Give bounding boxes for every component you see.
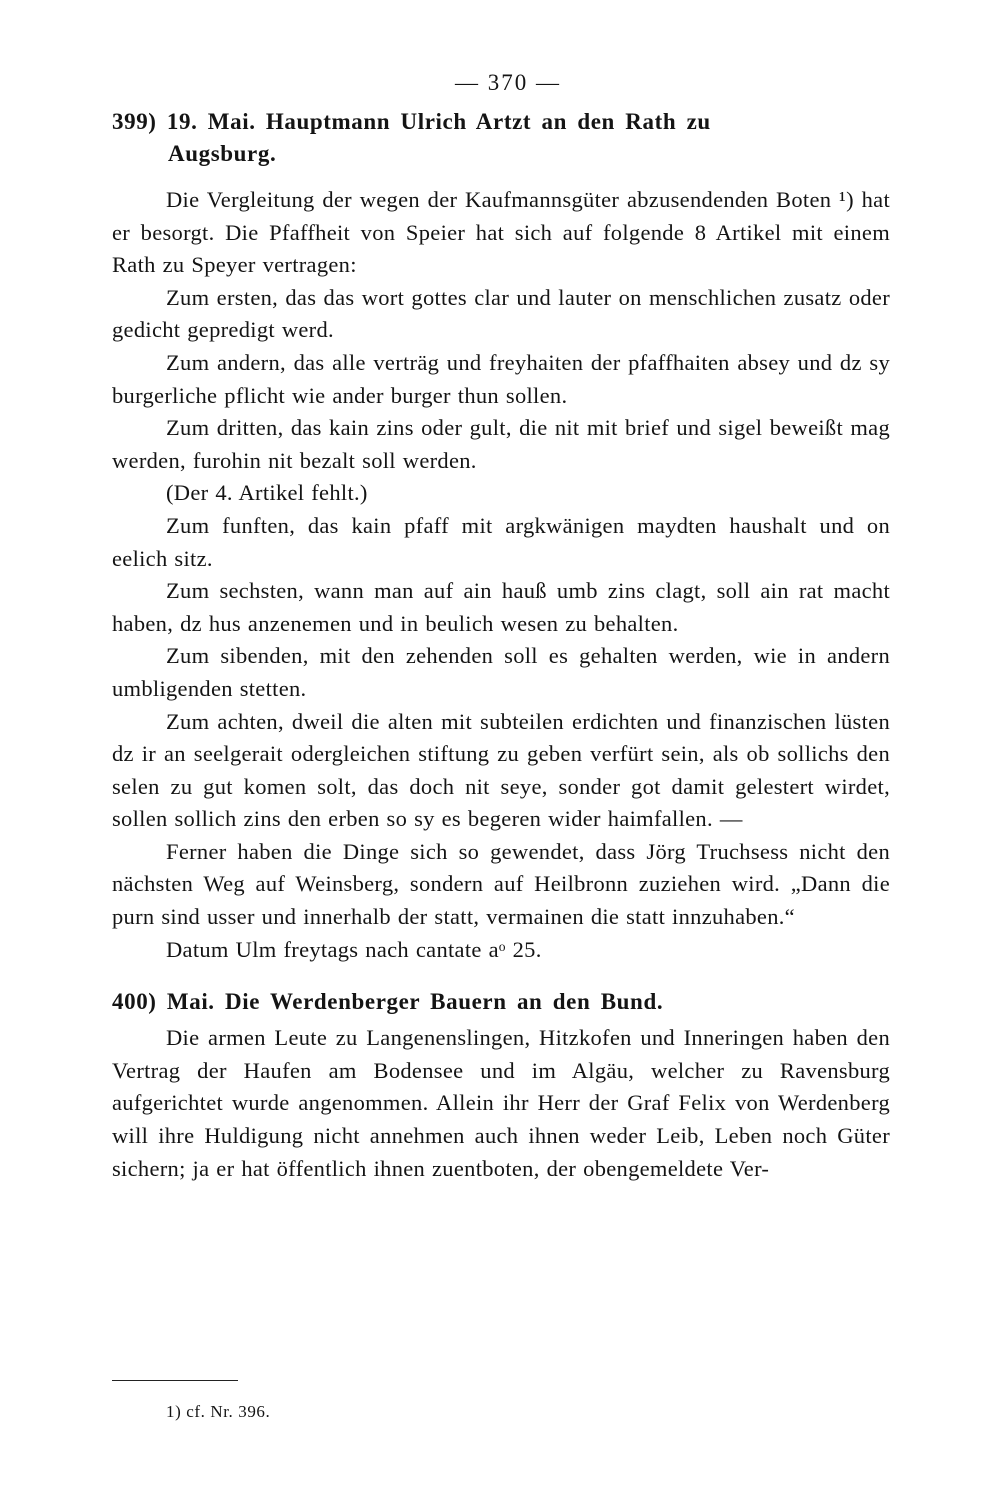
paragraph: Zum ersten, das das wort gottes clar und lauter on menschlichen zusatz oder gedicht gepredigt werd.: [112, 284, 890, 343]
entry-heading-line-1: 399) 19. Mai. Hauptmann Ulrich Artzt an den Rath zu: [112, 109, 711, 134]
paragraph: Zum sibenden, mit den zehenden soll es gehalten werden, wie in andern umbligenden stetten.: [112, 643, 890, 701]
entry-heading-line-1: 400) Mai. Die Werdenberger Bauern an den Bund.: [112, 989, 664, 1015]
entry-400: [112, 986, 890, 1185]
paragraph: Zum achten, dweil die alten mit subteilen erdichten und finanzischen lüsten dz ir an seelgerait odergleichen stiftung zu geben verfürt sein, als ob sollichs den selen zu gut komen solt, das doch nit seye, sonder got damit gelestert wirdet, sollen sollich zins den erben so sy es begeren wider haimfallen. —: [112, 708, 890, 832]
paragraph: Zum funften, das kain pfaff mit argkwänigen maydten haushalt und on eelich sitz.: [112, 512, 890, 571]
paragraph: (Der 4. Artikel fehlt.): [166, 480, 368, 506]
entry-heading-line-2: Augsburg.: [168, 141, 277, 166]
footnote: 1) cf. Nr. 396.: [166, 1402, 271, 1421]
paragraph: Ferner haben die Dinge sich so gewendet, dass Jörg Truchsess nicht den nächsten Weg auf Weinsberg, sondern auf Heilbronn zuziehen wird. „Dann die purn sind usser und innerhalb der statt, vermainen die statt innzuhaben.“: [112, 838, 890, 930]
paragraph: Datum Ulm freytags nach cantate aᵒ 25.: [166, 936, 542, 962]
paragraph: Zum sechsten, wann man auf ain hauß umb zins clagt, soll ain rat macht haben, dz hus anzenemen und in beulich wesen zu behalten.: [112, 578, 890, 636]
book-page: [112, 66, 890, 1185]
entry-399: [112, 106, 890, 966]
entry-heading: [112, 986, 890, 1018]
page-number: — 370 —: [455, 70, 561, 95]
paragraph: Die Vergleitung der wegen der Kaufmannsgüter abzusendenden Boten ¹) hat er besorgt. Die Pfaffheit von Speier hat sich auf folgende 8 Artikel mit einem Rath zu Speyer vertragen:: [112, 187, 890, 278]
paragraph: Die armen Leute zu Langenenslingen, Hitzkofen und Inneringen haben den Vertrag der Haufen am Bodensee und im Algäu, welcher zu Ravensburg aufgerichtet wurde angenommen. Allein ihr Herr der Graf Felix von Werdenberg will ihre Huldigung nicht annehmen auch ihnen weder Leib, Leben noch Güter sichern; ja er hat öffentlich ihnen zuentboten, der obengemeldete Ver-: [112, 1025, 890, 1181]
paragraph: Zum dritten, das kain zins oder gult, die nit mit brief und sigel beweißt mag werden, furohin nit bezalt soll werden.: [112, 415, 890, 473]
paragraph: Zum andern, das alle verträg und freyhaiten der pfaffhaiten absey und dz sy burgerliche pflicht wie ander burger thun sollen.: [112, 349, 890, 408]
footnote-divider: [112, 1380, 238, 1381]
entry-heading: [112, 106, 890, 170]
